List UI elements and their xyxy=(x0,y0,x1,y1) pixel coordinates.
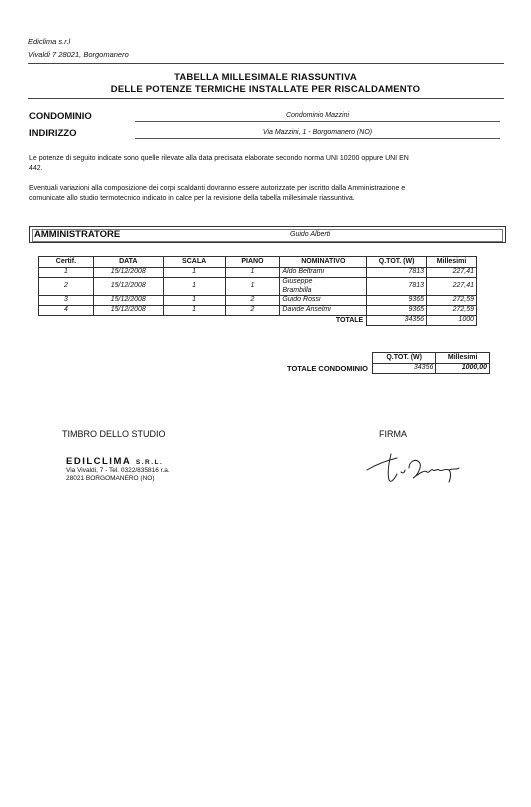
condominio-value: Condominio Mazzini xyxy=(135,110,500,122)
company-stamp xyxy=(66,456,170,483)
cell-nominativo: Aldo Beltrami xyxy=(280,268,367,278)
condominio-label: CONDOMINIO xyxy=(29,111,92,122)
company-name: Ediclima s.r.l xyxy=(28,37,71,46)
signature xyxy=(365,448,465,490)
header-nominativo: NOMINATIVO xyxy=(280,257,367,268)
summary-header-qtot: Q.TOT. (W) xyxy=(373,353,436,364)
cell-qtot: 9365 xyxy=(367,306,427,316)
timbro-label: TIMBRO DELLO STUDIO xyxy=(62,429,166,439)
table-row xyxy=(39,306,477,316)
signature-stroke xyxy=(367,454,459,482)
amministratore-value: Guido Alberti xyxy=(290,231,331,238)
cell-nominativo xyxy=(280,278,367,296)
stamp-suffix: S.R.L. xyxy=(135,459,164,466)
cell-millesimi: 272,59 xyxy=(427,306,477,316)
cell-scala: 1 xyxy=(163,268,225,278)
cell-piano: 2 xyxy=(225,296,280,306)
totale-condominio-label: TOTALE CONDOMINIO xyxy=(287,364,368,373)
cell-scala: 1 xyxy=(163,306,225,316)
cell-nominativo: Guido Rossi xyxy=(280,296,367,306)
cell-qtot: 7813 xyxy=(367,268,427,278)
summary-row xyxy=(373,364,490,374)
summary-header-row xyxy=(373,353,490,364)
indirizzo-value: Via Mazzini, 1 - Borgomanero (NO) xyxy=(135,127,500,139)
table-row xyxy=(39,296,477,306)
header-qtot: Q.TOT. (W) xyxy=(367,257,427,268)
amministratore-label: AMMINISTRATORE xyxy=(34,229,121,240)
amministratore-box xyxy=(29,226,506,243)
cell-millesimi: 227,41 xyxy=(427,268,477,278)
total-qtot: 34356 xyxy=(367,316,427,326)
cell-piano: 2 xyxy=(225,306,280,316)
cell-data: 15/12/2008 xyxy=(93,306,163,316)
cell-piano: 1 xyxy=(225,268,280,278)
header-certif: Certif. xyxy=(39,257,94,268)
header-rule xyxy=(28,63,504,64)
nominativo-line-1: Giuseppe xyxy=(282,278,313,285)
stamp-city: 28021 BORGOMANERO (NO) xyxy=(66,475,155,482)
firma-label: FIRMA xyxy=(379,429,407,439)
indirizzo-label: INDIRIZZO xyxy=(29,128,77,139)
title-line-2: DELLE POTENZE TERMICHE INSTALLATE PER RISCALDAMENTO xyxy=(110,84,421,95)
total-millesimi: 1000 xyxy=(427,316,477,326)
header-millesimi: Millesimi xyxy=(427,257,477,268)
title-line-1: TABELLA MILLESIMALE RIASSUNTIVA xyxy=(174,72,357,83)
table-header-row xyxy=(39,257,477,268)
stamp-address: Via Vivaldi, 7 - Tel. 0322/835816 r.a. xyxy=(66,467,170,474)
total-label: TOTALE xyxy=(335,316,364,324)
cell-piano: 1 xyxy=(225,278,280,296)
table-total-row xyxy=(39,316,477,326)
paragraph-potenze-line: 442. xyxy=(29,164,43,172)
cell-certif: 4 xyxy=(39,306,94,316)
cell-certif: 1 xyxy=(39,268,94,278)
cell-qtot: 7813 xyxy=(367,278,427,296)
paragraph-potenze-line: Le potenze di seguito indicate sono quelle rilevate alla data precisata elaborate secondo norma UNI 10200 oppure UNI EN xyxy=(29,155,409,162)
company-header xyxy=(28,35,129,61)
nominativo-line-2: Brambilla xyxy=(282,286,312,294)
table-row xyxy=(39,278,477,296)
millesimi-table xyxy=(38,256,477,326)
cell-millesimi: 227,41 xyxy=(427,278,477,296)
table-row xyxy=(39,268,477,278)
paragraph-variazioni-line: comunicate allo studio termotecnico indicato in calce per la revisione della tabella millesimale riassuntiva. xyxy=(29,194,355,202)
paragraph-variazioni-line: Eventuali variazioni alla composizione dei corpi scaldanti dovranno essere autorizzate per iscritto dalla Amministrazione e xyxy=(29,185,406,192)
summary-millesimi: 1000,00 xyxy=(436,364,490,374)
header-data: DATA xyxy=(93,257,163,268)
cell-scala: 1 xyxy=(163,296,225,306)
cell-data: 15/12/2008 xyxy=(93,278,163,296)
title-rule xyxy=(28,98,504,99)
cell-data: 15/12/2008 xyxy=(93,296,163,306)
cell-nominativo: Davide Anselmi xyxy=(280,306,367,316)
stamp-name-line xyxy=(66,456,170,467)
cell-certif: 2 xyxy=(39,278,94,296)
stamp-name: EDILCLIMA xyxy=(66,456,132,467)
paragraph-potenze xyxy=(29,154,509,173)
company-address: Vivaldi 7 28021, Borgomanero xyxy=(28,50,129,59)
summary-qtot: 34356 xyxy=(373,364,436,374)
header-piano: PIANO xyxy=(225,257,280,268)
cell-data: 15/12/2008 xyxy=(93,268,163,278)
cell-qtot: 9365 xyxy=(367,296,427,306)
cell-millesimi: 272,59 xyxy=(427,296,477,306)
header-scala: SCALA xyxy=(163,257,225,268)
summary-table xyxy=(372,352,490,374)
summary-header-millesimi: Millesimi xyxy=(436,353,490,364)
cell-certif: 3 xyxy=(39,296,94,306)
cell-scala: 1 xyxy=(163,278,225,296)
paragraph-variazioni xyxy=(29,184,509,203)
